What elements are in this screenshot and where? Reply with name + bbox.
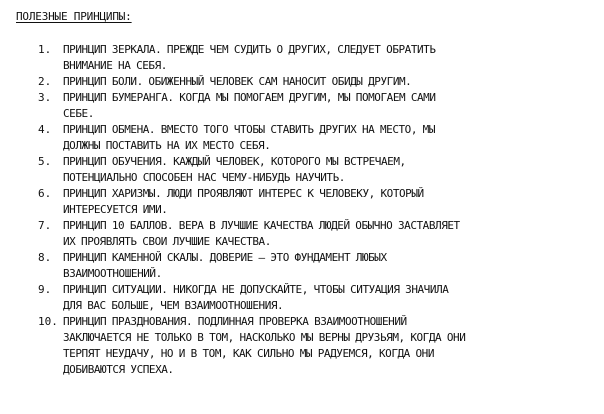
list-item [0, 42, 604, 74]
list-item [0, 218, 604, 250]
item-text-line: ПРИНЦИП БУМЕРАНГА. КОГДА МЫ ПОМОГАЕМ ДРУГИМ, МЫ ПОМОГАЕМ САМИ [63, 91, 436, 104]
item-text-line: ЗАКЛЮЧАЕТСЯ НЕ ТОЛЬКО В ТОМ, НАСКОЛЬКО МЫ ВЕРНЫ ДРУЗЬЯМ, КОГДА ОНИ [63, 331, 466, 344]
item-text-line: ВНИМАНИЕ НА СЕБЯ. [63, 59, 167, 72]
item-number: 2. [38, 75, 52, 88]
item-number: 3. [38, 91, 52, 104]
item-text-line: ПРИНЦИП ЗЕРКАЛА. ПРЕЖДЕ ЧЕМ СУДИТЬ О ДРУГИХ, СЛЕДУЕТ ОБРАТИТЬ [63, 43, 436, 56]
item-text [63, 154, 603, 186]
item-text-line: СЕБЕ. [63, 107, 94, 120]
item-text-line: ПРИНЦИП БОЛИ. ОБИЖЕННЫЙ ЧЕЛОВЕК САМ НАНОСИТ ОБИДЫ ДРУГИМ. [63, 75, 412, 88]
item-text [63, 186, 603, 218]
item-text-line: ПРИНЦИП ОБУЧЕНИЯ. КАЖДЫЙ ЧЕЛОВЕК, КОТОРОГО МЫ ВСТРЕЧАЕМ, [63, 155, 406, 168]
item-number: 5. [38, 155, 52, 168]
item-text-line: ПРИНЦИП ОБМЕНА. ВМЕСТО ТОГО ЧТОБЫ СТАВИТЬ ДРУГИХ НА МЕСТО, МЫ [63, 123, 436, 136]
item-text [63, 90, 603, 122]
list-item [0, 90, 604, 122]
item-text-line: ТЕРПЯТ НЕУДАЧУ, НО И В ТОМ, КАК СИЛЬНО МЫ РАДУЕМСЯ, КОГДА ОНИ [63, 347, 435, 360]
item-number: 8. [38, 251, 52, 264]
item-text-line: ПОТЕНЦИАЛЬНО СПОСОБЕН НАС ЧЕМУ-НИБУДЬ НАУЧИТЬ. [63, 171, 345, 184]
item-number: 6. [38, 187, 52, 200]
list-item [0, 314, 604, 378]
item-text-line: ВЗАИМООТНОШЕНИЙ. [63, 267, 162, 280]
item-text [63, 42, 603, 74]
item-text-line: ПРИНЦИП 10 БАЛЛОВ. ВЕРА В ЛУЧШИЕ КАЧЕСТВА ЛЮДЕЙ ОБЫЧНО ЗАСТАВЛЯЕТ [63, 219, 460, 232]
item-text-line: ПРИНЦИП ПРАЗДНОВАНИЯ. ПОДЛИННАЯ ПРОВЕРКА ВЗАИМООТНОШЕНИЙ [63, 315, 407, 328]
item-text [63, 314, 603, 378]
item-number: 4. [38, 123, 52, 136]
page-title: ПОЛЕЗНЫЕ ПРИНЦИПЫ: [16, 10, 132, 23]
list-item [0, 122, 604, 154]
list-item [0, 154, 604, 186]
list-item [0, 282, 604, 314]
item-text-line: ПРИНЦИП ХАРИЗМЫ. ЛЮДИ ПРОЯВЛЯЮТ ИНТЕРЕС К ЧЕЛОВЕКУ, КОТОРЫЙ [63, 187, 424, 200]
item-text [63, 282, 603, 314]
item-text-line: ПРИНЦИП КАМЕННОЙ СКАЛЫ. ДОВЕРИЕ — ЭТО ФУНДАМЕНТ ЛЮБЫХ [63, 251, 387, 264]
item-text-line: ДОБИВАЮТСЯ УСПЕХА. [63, 363, 174, 376]
item-text-line: ДОЛЖНЫ ПОСТАВИТЬ НА ИХ МЕСТО СЕБЯ. [63, 139, 271, 152]
item-text [63, 218, 603, 250]
item-number: 1. [38, 43, 52, 56]
list-item [0, 186, 604, 218]
item-number: 10. [38, 315, 58, 328]
item-number: 9. [38, 283, 52, 296]
item-text-line: ИХ ПРОЯВЛЯТЬ СВОИ ЛУЧШИЕ КАЧЕСТВА. [63, 235, 271, 248]
item-text-line: ПРИНЦИП СИТУАЦИИ. НИКОГДА НЕ ДОПУСКАЙТЕ, ЧТОБЫ СИТУАЦИЯ ЗНАЧИЛА [63, 283, 449, 296]
item-text-line: ИНТЕРЕСУЕТСЯ ИМИ. [63, 203, 168, 216]
item-text [63, 122, 603, 154]
item-number: 7. [38, 219, 52, 232]
item-text [63, 250, 603, 282]
list-item [0, 74, 604, 90]
item-text-line: ДЛЯ ВАС БОЛЬШЕ, ЧЕМ ВЗАИМООТНОШЕНИЯ. [63, 299, 284, 312]
list-item [0, 250, 604, 282]
item-text [63, 74, 603, 90]
principle-list [0, 42, 604, 378]
